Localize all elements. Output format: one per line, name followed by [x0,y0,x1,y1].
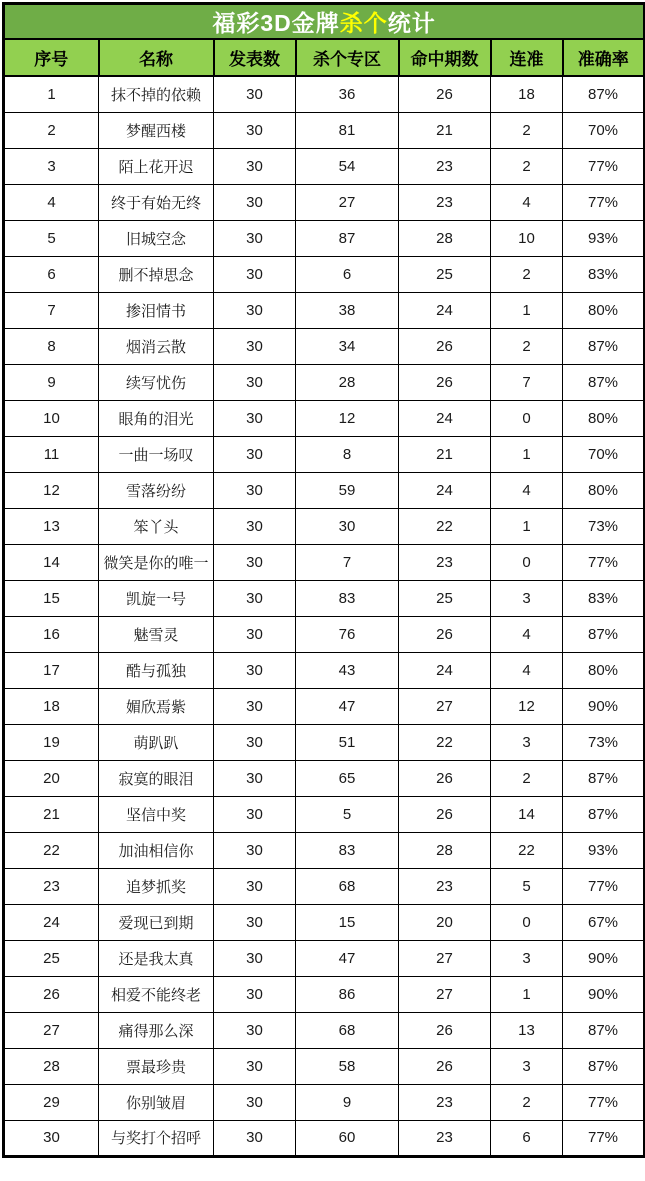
cell-kill-zone: 36 [296,76,399,112]
cell-accuracy: 80% [563,400,645,436]
cell-index: 5 [4,220,99,256]
cell-accuracy: 87% [563,760,645,796]
cell-accuracy: 77% [563,544,645,580]
title-suffix: 统计 [387,10,436,36]
table-row [4,256,645,292]
cell-accuracy: 87% [563,364,645,400]
cell-hit-periods: 28 [399,832,491,868]
cell-published-count: 30 [214,508,296,544]
cell-accuracy: 70% [563,436,645,472]
cell-hit-periods: 21 [399,436,491,472]
cell-hit-periods: 28 [399,220,491,256]
cell-consecutive-hits: 22 [491,832,563,868]
cell-index: 10 [4,400,99,436]
cell-published-count: 30 [214,436,296,472]
table-row [4,760,645,796]
cell-consecutive-hits: 4 [491,616,563,652]
table-row [4,292,645,328]
cell-hit-periods: 23 [399,868,491,904]
cell-consecutive-hits: 5 [491,868,563,904]
cell-accuracy: 73% [563,724,645,760]
column-header-hit-periods: 命中期数 [399,39,491,76]
cell-consecutive-hits: 1 [491,292,563,328]
cell-kill-zone: 83 [296,832,399,868]
cell-hit-periods: 27 [399,688,491,724]
cell-published-count: 30 [214,472,296,508]
cell-accuracy: 87% [563,1012,645,1048]
cell-name: 酷与孤独 [99,652,214,688]
cell-name: 萌趴趴 [99,724,214,760]
cell-index: 11 [4,436,99,472]
cell-hit-periods: 23 [399,1084,491,1120]
cell-consecutive-hits: 0 [491,400,563,436]
cell-accuracy: 83% [563,256,645,292]
column-header-row [4,39,645,76]
statistics-sheet [2,2,645,1158]
cell-accuracy: 77% [563,148,645,184]
cell-published-count: 30 [214,796,296,832]
cell-index: 24 [4,904,99,940]
cell-index: 19 [4,724,99,760]
cell-hit-periods: 27 [399,940,491,976]
cell-published-count: 30 [214,940,296,976]
cell-name: 相爱不能终老 [99,976,214,1012]
cell-accuracy: 93% [563,220,645,256]
cell-name: 终于有始无终 [99,184,214,220]
column-header-accuracy: 准确率 [563,39,645,76]
cell-index: 28 [4,1048,99,1084]
column-header-published-count: 发表数 [214,39,296,76]
cell-index: 27 [4,1012,99,1048]
cell-kill-zone: 47 [296,688,399,724]
page-title [4,4,645,40]
cell-consecutive-hits: 3 [491,724,563,760]
cell-accuracy: 77% [563,868,645,904]
cell-name: 笨丫头 [99,508,214,544]
cell-accuracy: 80% [563,472,645,508]
cell-index: 8 [4,328,99,364]
cell-index: 18 [4,688,99,724]
table-row [4,796,645,832]
cell-index: 14 [4,544,99,580]
cell-hit-periods: 26 [399,1012,491,1048]
cell-name: 雪落纷纷 [99,472,214,508]
cell-published-count: 30 [214,976,296,1012]
cell-hit-periods: 26 [399,760,491,796]
cell-name: 烟消云散 [99,328,214,364]
cell-name: 微笑是你的唯一 [99,544,214,580]
cell-name: 旧城空念 [99,220,214,256]
cell-kill-zone: 83 [296,580,399,616]
cell-index: 20 [4,760,99,796]
table-row [4,940,645,976]
cell-name: 爱现已到期 [99,904,214,940]
cell-hit-periods: 24 [399,400,491,436]
cell-name: 梦醒西楼 [99,112,214,148]
cell-kill-zone: 51 [296,724,399,760]
table-row [4,112,645,148]
cell-consecutive-hits: 1 [491,436,563,472]
table-row [4,400,645,436]
cell-accuracy: 87% [563,796,645,832]
cell-published-count: 30 [214,724,296,760]
table-row [4,1048,645,1084]
cell-consecutive-hits: 13 [491,1012,563,1048]
cell-consecutive-hits: 2 [491,328,563,364]
cell-hit-periods: 26 [399,796,491,832]
cell-published-count: 30 [214,184,296,220]
cell-name: 票最珍贵 [99,1048,214,1084]
cell-published-count: 30 [214,760,296,796]
table-row [4,76,645,112]
column-header-name: 名称 [99,39,214,76]
table-row [4,868,645,904]
cell-hit-periods: 26 [399,616,491,652]
cell-published-count: 30 [214,1012,296,1048]
cell-kill-zone: 43 [296,652,399,688]
cell-hit-periods: 26 [399,364,491,400]
cell-kill-zone: 68 [296,868,399,904]
cell-accuracy: 70% [563,112,645,148]
cell-kill-zone: 27 [296,184,399,220]
cell-index: 6 [4,256,99,292]
cell-name: 删不掉思念 [99,256,214,292]
cell-consecutive-hits: 12 [491,688,563,724]
cell-name: 痛得那么深 [99,1012,214,1048]
table-row [4,616,645,652]
cell-published-count: 30 [214,328,296,364]
cell-hit-periods: 21 [399,112,491,148]
cell-index: 1 [4,76,99,112]
cell-name: 一曲一场叹 [99,436,214,472]
cell-hit-periods: 22 [399,724,491,760]
cell-name: 陌上花开迟 [99,148,214,184]
cell-index: 2 [4,112,99,148]
cell-published-count: 30 [214,76,296,112]
table-row [4,724,645,760]
cell-consecutive-hits: 2 [491,148,563,184]
cell-hit-periods: 23 [399,148,491,184]
cell-consecutive-hits: 3 [491,1048,563,1084]
cell-published-count: 30 [214,616,296,652]
cell-kill-zone: 9 [296,1084,399,1120]
cell-hit-periods: 23 [399,1120,491,1156]
cell-kill-zone: 86 [296,976,399,1012]
cell-index: 3 [4,148,99,184]
cell-index: 21 [4,796,99,832]
table-row [4,652,645,688]
cell-accuracy: 87% [563,1048,645,1084]
cell-index: 4 [4,184,99,220]
cell-accuracy: 73% [563,508,645,544]
cell-index: 9 [4,364,99,400]
table-row [4,976,645,1012]
cell-name: 掺泪情书 [99,292,214,328]
column-header-consecutive-hits: 连准 [491,39,563,76]
cell-hit-periods: 24 [399,472,491,508]
cell-hit-periods: 23 [399,184,491,220]
cell-name: 还是我太真 [99,940,214,976]
cell-accuracy: 90% [563,688,645,724]
cell-published-count: 30 [214,544,296,580]
cell-accuracy: 77% [563,1120,645,1156]
cell-consecutive-hits: 6 [491,1120,563,1156]
cell-consecutive-hits: 3 [491,580,563,616]
table-row [4,148,645,184]
cell-index: 12 [4,472,99,508]
cell-published-count: 30 [214,868,296,904]
cell-name: 抹不掉的依赖 [99,76,214,112]
cell-kill-zone: 28 [296,364,399,400]
cell-name: 追梦抓奖 [99,868,214,904]
cell-hit-periods: 26 [399,1048,491,1084]
cell-kill-zone: 15 [296,904,399,940]
cell-accuracy: 67% [563,904,645,940]
title-prefix: 福彩3D金牌 [212,10,340,36]
cell-name: 续写忧伤 [99,364,214,400]
cell-index: 15 [4,580,99,616]
title-row [4,4,645,40]
cell-kill-zone: 7 [296,544,399,580]
table-row [4,328,645,364]
cell-published-count: 30 [214,904,296,940]
cell-index: 7 [4,292,99,328]
cell-hit-periods: 26 [399,328,491,364]
cell-accuracy: 87% [563,328,645,364]
cell-published-count: 30 [214,256,296,292]
table-row [4,832,645,868]
cell-consecutive-hits: 4 [491,652,563,688]
cell-consecutive-hits: 18 [491,76,563,112]
cell-hit-periods: 24 [399,292,491,328]
cell-name: 凯旋一号 [99,580,214,616]
cell-published-count: 30 [214,832,296,868]
cell-accuracy: 93% [563,832,645,868]
cell-accuracy: 90% [563,940,645,976]
cell-kill-zone: 8 [296,436,399,472]
cell-kill-zone: 6 [296,256,399,292]
cell-kill-zone: 58 [296,1048,399,1084]
table-row [4,184,645,220]
cell-kill-zone: 54 [296,148,399,184]
cell-published-count: 30 [214,652,296,688]
cell-kill-zone: 59 [296,472,399,508]
cell-kill-zone: 34 [296,328,399,364]
cell-name: 眼角的泪光 [99,400,214,436]
cell-published-count: 30 [214,400,296,436]
cell-accuracy: 80% [563,652,645,688]
cell-published-count: 30 [214,1084,296,1120]
cell-published-count: 30 [214,148,296,184]
cell-kill-zone: 65 [296,760,399,796]
cell-consecutive-hits: 0 [491,904,563,940]
cell-kill-zone: 38 [296,292,399,328]
cell-index: 29 [4,1084,99,1120]
cell-hit-periods: 26 [399,76,491,112]
cell-kill-zone: 5 [296,796,399,832]
cell-kill-zone: 76 [296,616,399,652]
cell-consecutive-hits: 14 [491,796,563,832]
cell-consecutive-hits: 2 [491,1084,563,1120]
cell-consecutive-hits: 4 [491,472,563,508]
cell-consecutive-hits: 1 [491,976,563,1012]
cell-consecutive-hits: 0 [491,544,563,580]
cell-accuracy: 77% [563,184,645,220]
cell-consecutive-hits: 1 [491,508,563,544]
cell-kill-zone: 47 [296,940,399,976]
cell-consecutive-hits: 4 [491,184,563,220]
table-row [4,1120,645,1156]
column-header-index: 序号 [4,39,99,76]
table-row [4,544,645,580]
cell-published-count: 30 [214,364,296,400]
cell-name: 魅雪灵 [99,616,214,652]
cell-name: 你别皱眉 [99,1084,214,1120]
statistics-table [2,2,645,1158]
cell-name: 加油相信你 [99,832,214,868]
cell-index: 23 [4,868,99,904]
table-row [4,1084,645,1120]
cell-name: 与奖打个招呼 [99,1120,214,1156]
cell-hit-periods: 23 [399,544,491,580]
cell-hit-periods: 24 [399,652,491,688]
cell-index: 16 [4,616,99,652]
cell-index: 22 [4,832,99,868]
cell-published-count: 30 [214,1048,296,1084]
cell-index: 30 [4,1120,99,1156]
cell-index: 17 [4,652,99,688]
cell-index: 13 [4,508,99,544]
cell-published-count: 30 [214,292,296,328]
table-row [4,508,645,544]
table-row [4,580,645,616]
table-row [4,472,645,508]
cell-hit-periods: 27 [399,976,491,1012]
cell-published-count: 30 [214,112,296,148]
table-row [4,904,645,940]
cell-consecutive-hits: 7 [491,364,563,400]
cell-accuracy: 80% [563,292,645,328]
cell-published-count: 30 [214,580,296,616]
cell-hit-periods: 20 [399,904,491,940]
table-row [4,436,645,472]
cell-accuracy: 87% [563,616,645,652]
cell-published-count: 30 [214,1120,296,1156]
cell-consecutive-hits: 3 [491,940,563,976]
cell-accuracy: 83% [563,580,645,616]
cell-accuracy: 77% [563,1084,645,1120]
table-row [4,220,645,256]
table-row [4,688,645,724]
cell-hit-periods: 25 [399,256,491,292]
cell-published-count: 30 [214,220,296,256]
cell-kill-zone: 30 [296,508,399,544]
cell-name: 坚信中奖 [99,796,214,832]
cell-name: 寂寞的眼泪 [99,760,214,796]
cell-consecutive-hits: 10 [491,220,563,256]
column-header-kill-zone: 杀个专区 [296,39,399,76]
cell-index: 25 [4,940,99,976]
cell-kill-zone: 60 [296,1120,399,1156]
cell-hit-periods: 22 [399,508,491,544]
cell-hit-periods: 25 [399,580,491,616]
title-highlight: 杀个 [339,10,388,36]
cell-published-count: 30 [214,688,296,724]
cell-consecutive-hits: 2 [491,760,563,796]
cell-consecutive-hits: 2 [491,256,563,292]
table-body [4,76,645,1156]
cell-kill-zone: 87 [296,220,399,256]
cell-accuracy: 87% [563,76,645,112]
table-row [4,1012,645,1048]
cell-kill-zone: 12 [296,400,399,436]
cell-index: 26 [4,976,99,1012]
cell-kill-zone: 68 [296,1012,399,1048]
cell-kill-zone: 81 [296,112,399,148]
cell-accuracy: 90% [563,976,645,1012]
cell-name: 媚欣焉紫 [99,688,214,724]
table-row [4,364,645,400]
cell-consecutive-hits: 2 [491,112,563,148]
